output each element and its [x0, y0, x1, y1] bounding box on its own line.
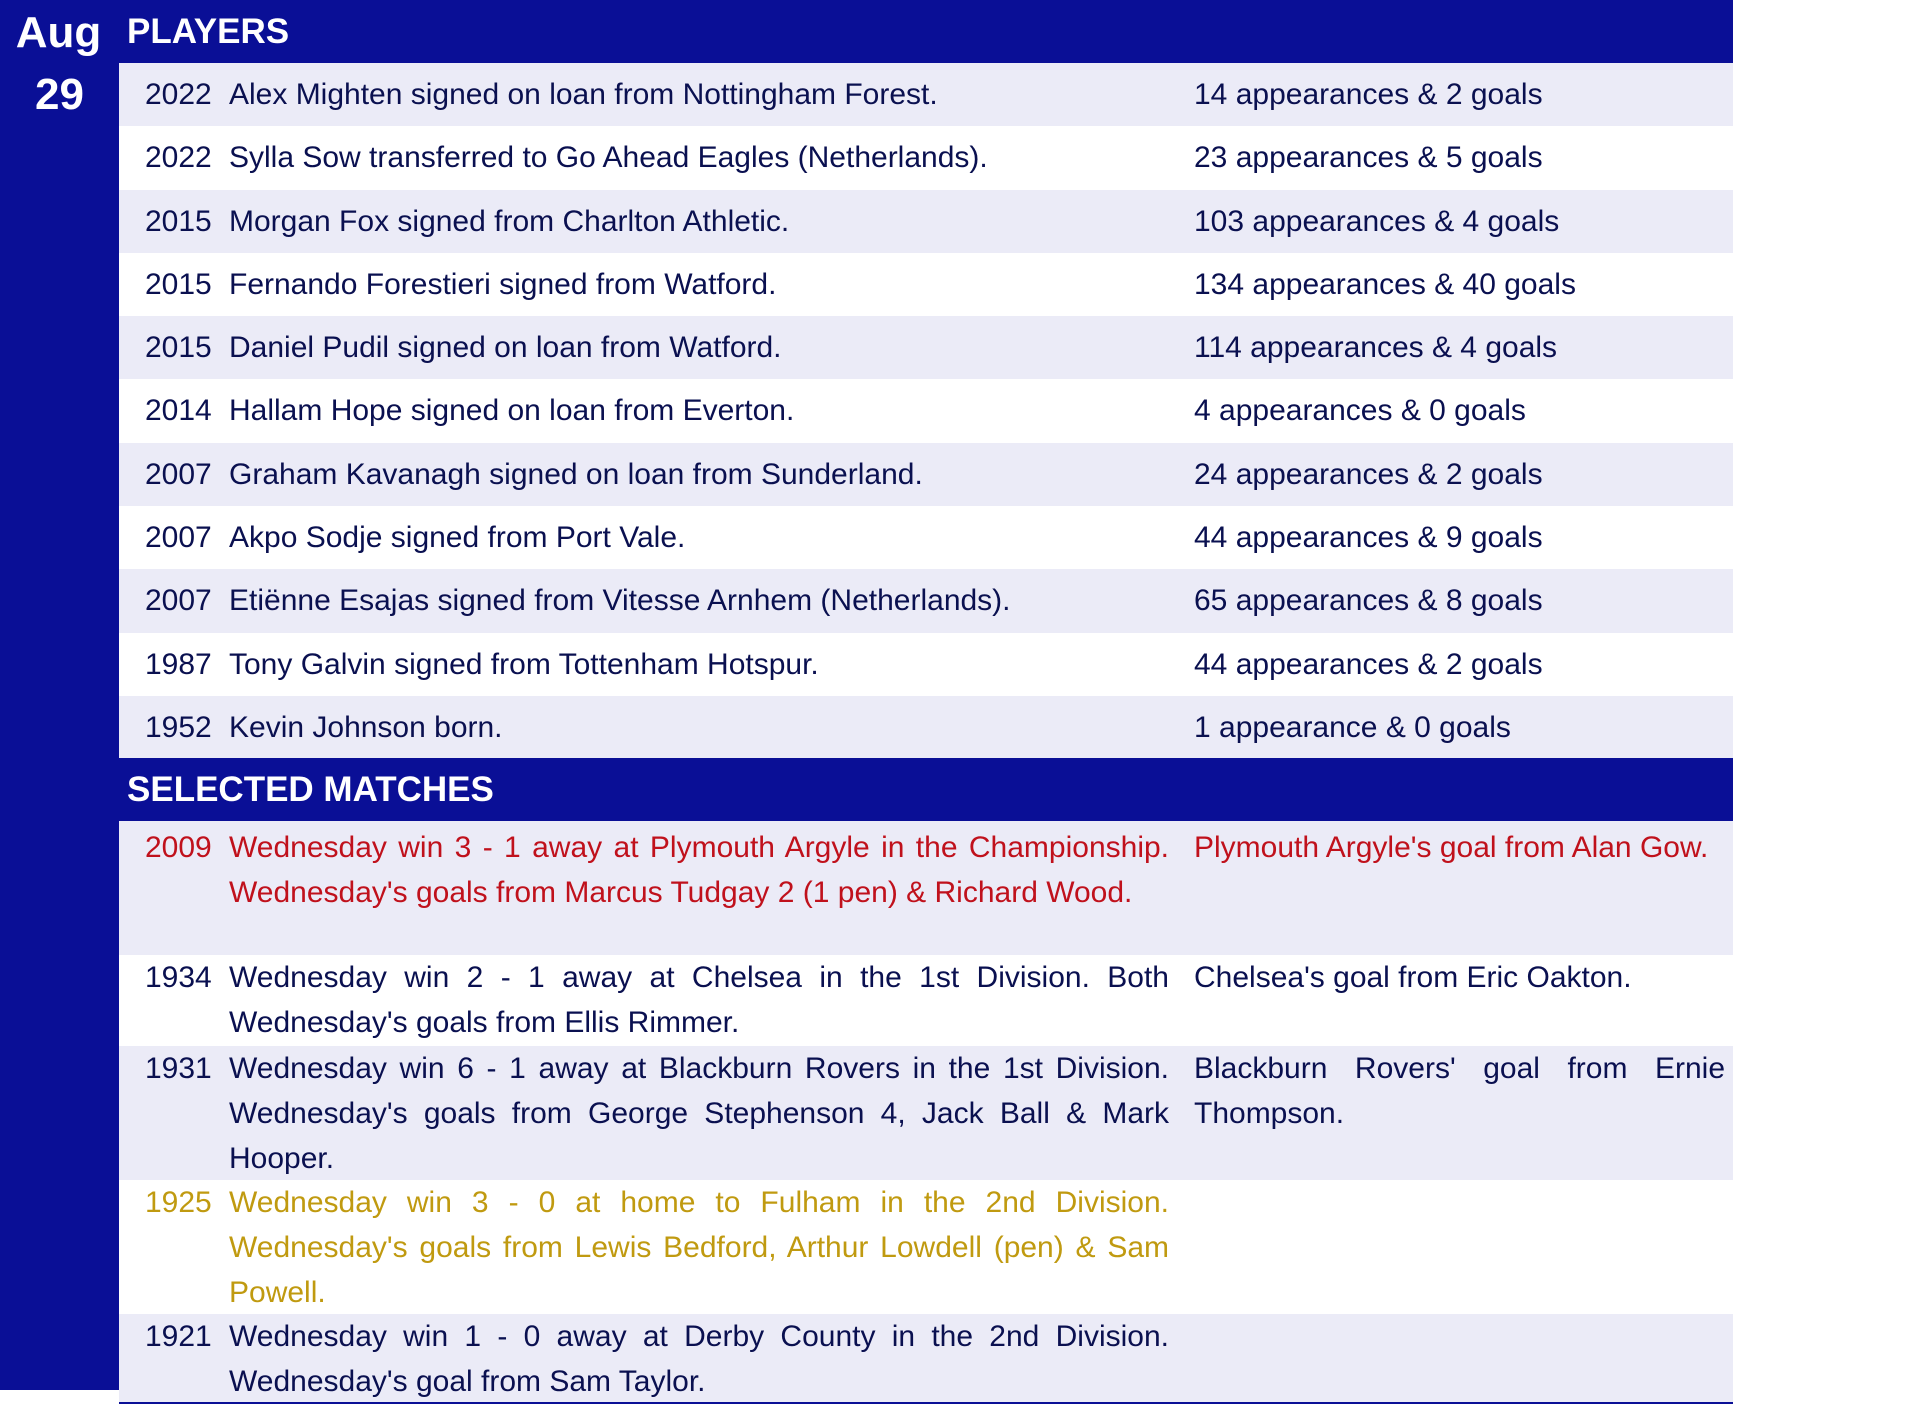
player-description: Akpo Sodje signed from Port Vale.	[229, 521, 686, 555]
match-year: 1925	[145, 1186, 212, 1219]
player-stats: 44 appearances & 9 goals	[1194, 521, 1543, 555]
player-description: Kevin Johnson born.	[229, 710, 503, 744]
player-row	[119, 633, 1733, 696]
player-year: 2007	[145, 457, 212, 491]
player-year: 1952	[145, 710, 212, 744]
player-stats: 1 appearance & 0 goals	[1194, 710, 1511, 744]
match-description: Wednesday win 1 - 0 away at Derby County in the 2nd Division. Wednesday's goal from Sam Taylor.	[229, 1320, 1169, 1398]
match-opponent-goals: Chelsea's goal from Eric Oakton.	[1194, 961, 1632, 994]
player-stats: 134 appearances & 40 goals	[1194, 267, 1576, 301]
match-description: Wednesday win 2 - 1 away at Chelsea in the 1st Division. Both Wednesday's goals from Ellis Rimmer.	[229, 961, 1169, 1039]
player-row	[119, 569, 1733, 632]
match-description: Wednesday win 3 - 0 at home to Fulham in the 2nd Division. Wednesday's goals from Lewis Bedford, Arthur Lowdell (pen) & Sam Powell.	[229, 1186, 1169, 1309]
player-description: Daniel Pudil signed on loan from Watford.	[229, 331, 782, 365]
match-year: 1931	[145, 1052, 212, 1085]
player-year: 2007	[145, 521, 212, 555]
player-stats: 23 appearances & 5 goals	[1194, 141, 1543, 175]
player-stats: 24 appearances & 2 goals	[1194, 457, 1543, 491]
match-row	[119, 1314, 1733, 1404]
players-list	[119, 63, 1733, 759]
player-stats: 103 appearances & 4 goals	[1194, 204, 1560, 238]
player-description: Etiënne Esajas signed from Vitesse Arnhem (Netherlands).	[229, 584, 1011, 618]
player-year: 2015	[145, 204, 212, 238]
player-year: 2015	[145, 267, 212, 301]
player-year: 2007	[145, 584, 212, 618]
player-row	[119, 696, 1733, 759]
player-row	[119, 316, 1733, 379]
date-day: 29	[35, 70, 84, 119]
player-description: Sylla Sow transferred to Go Ahead Eagles (Netherlands).	[229, 141, 988, 175]
match-row	[119, 955, 1733, 1046]
player-row	[119, 506, 1733, 569]
match-row	[119, 1046, 1733, 1180]
match-description: Wednesday win 3 - 1 away at Plymouth Argyle in the Championship. Wednesday's goals from Marcus Tudgay 2 (1 pen) & Richard Wood.	[229, 831, 1169, 909]
date-month: Aug	[15, 8, 102, 57]
player-stats: 44 appearances & 2 goals	[1194, 647, 1543, 681]
player-stats: 4 appearances & 0 goals	[1194, 394, 1526, 428]
player-description: Graham Kavanagh signed on loan from Sunderland.	[229, 457, 923, 491]
player-stats: 14 appearances & 2 goals	[1194, 78, 1543, 111]
player-description: Fernando Forestieri signed from Watford.	[229, 267, 777, 301]
matches-list	[119, 821, 1733, 1404]
matches-section-header: SELECTED MATCHES	[119, 758, 1733, 821]
player-year: 2022	[145, 78, 212, 111]
player-year: 2022	[145, 141, 212, 175]
player-description: Hallam Hope signed on loan from Everton.	[229, 394, 795, 428]
player-description: Alex Mighten signed on loan from Nottingham Forest.	[229, 78, 938, 111]
player-row	[119, 443, 1733, 506]
player-year: 1987	[145, 647, 212, 681]
match-opponent-goals: Blackburn Rovers' goal from Ernie Thompson.	[1194, 1052, 1725, 1130]
match-row	[119, 1180, 1733, 1314]
player-row	[119, 126, 1733, 189]
match-opponent-goals: Plymouth Argyle's goal from Alan Gow.	[1194, 831, 1709, 864]
player-row	[119, 379, 1733, 442]
player-year: 2015	[145, 331, 212, 365]
date-column	[0, 0, 119, 1390]
match-description: Wednesday win 6 - 1 away at Blackburn Rovers in the 1st Division. Wednesday's goals from George Stephenson 4, Jack Ball & Mark Hooper.	[229, 1052, 1169, 1175]
player-description: Morgan Fox signed from Charlton Athletic.	[229, 204, 790, 238]
player-row	[119, 63, 1733, 126]
players-section-header: PLAYERS	[119, 0, 1733, 63]
player-row	[119, 190, 1733, 253]
match-year: 1934	[145, 961, 212, 994]
match-year: 2009	[145, 831, 212, 864]
player-stats: 65 appearances & 8 goals	[1194, 584, 1543, 618]
player-description: Tony Galvin signed from Tottenham Hotspur.	[229, 647, 819, 681]
player-year: 2014	[145, 394, 212, 428]
player-stats: 114 appearances & 4 goals	[1194, 331, 1558, 365]
match-row	[119, 821, 1733, 955]
player-row	[119, 253, 1733, 316]
match-year: 1921	[145, 1320, 212, 1353]
